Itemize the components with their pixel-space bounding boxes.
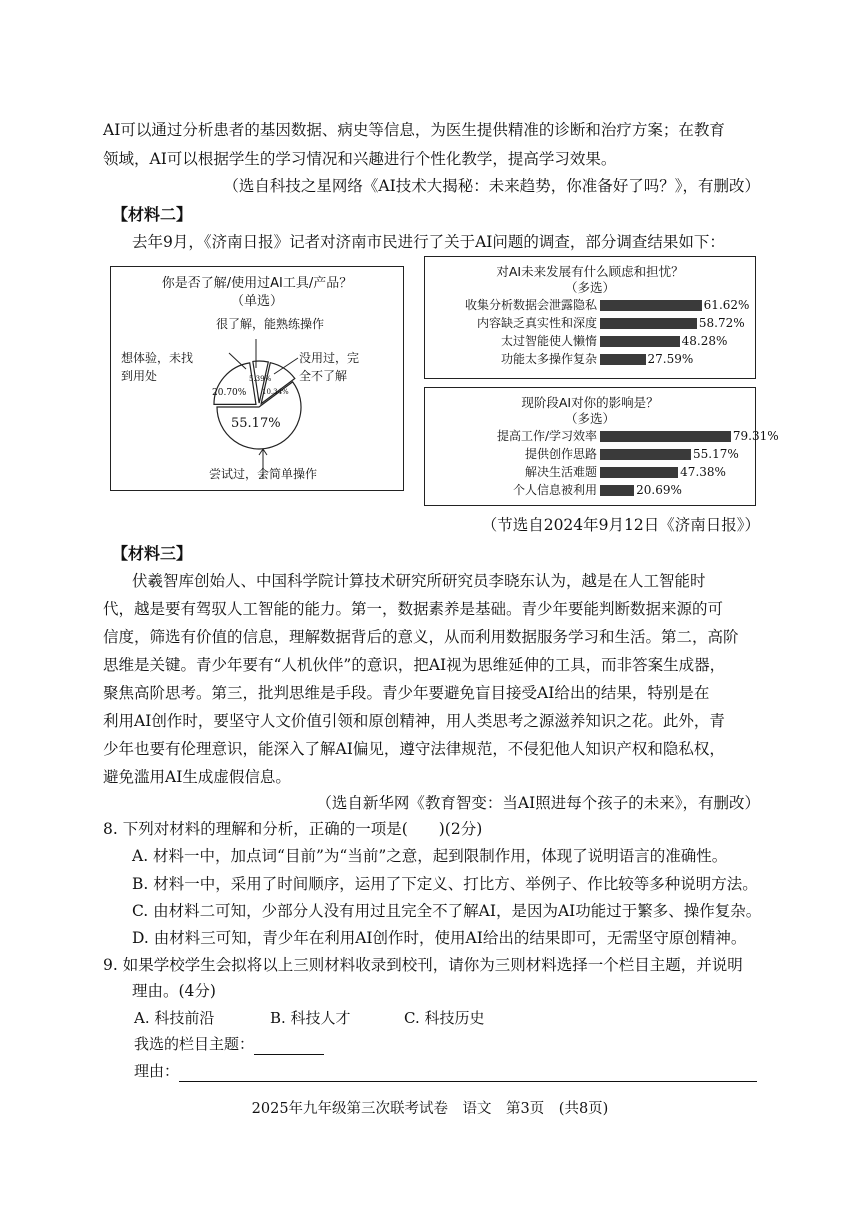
bar <box>600 336 680 347</box>
bar-category-label: 收集分析数据会泄露隐私 <box>464 298 597 312</box>
material3-text-line: 思维是关键。青少年要有“人机伙伴”的意识，把AI视为思维延伸的工具，而非答案生成器， <box>103 656 726 674</box>
concerns-bars <box>425 297 755 377</box>
question-8-option-b: B. 材料一中，采用了时间顺序，运用了下定义、打比方、举例子、作比较等多种说明方法。 <box>132 875 758 893</box>
impact-bar-chart-box <box>424 387 779 506</box>
bar <box>600 318 697 329</box>
question-8-stem: 8. 下列对材料的理解和分析，正确的一项是( )(2分) <box>103 820 483 838</box>
bar-category-label: 个人信息被利用 <box>512 483 597 497</box>
concerns-chart-subtitle: （多选） <box>564 280 615 295</box>
bar-row <box>425 297 755 313</box>
pie-value-skilled: 5.39% <box>249 375 272 383</box>
impact-chart-subtitle: （多选） <box>564 411 615 426</box>
pie-chart-title: 你是否了解/使用过AI工具/产品？ <box>161 276 353 291</box>
bar <box>600 354 646 365</box>
reason-row <box>134 1060 757 1082</box>
material2-source: （节选自2024年9月12日《济南日报》） <box>481 516 760 534</box>
bar-row <box>425 351 755 367</box>
chosen-topic-row <box>134 1033 324 1055</box>
material1-text-line: 领域，AI可以根据学生的学习情况和兴趣进行个性化教学，提高学习效果。 <box>103 150 617 168</box>
pie-label-tried: 尝试过，会简单操作 <box>208 467 317 481</box>
material2-intro: 去年9月，《济南日报》记者对济南市民进行了关于AI问题的调查，部分调查结果如下： <box>132 233 725 251</box>
question-9-option-a: A. 科技前沿 <box>134 1009 215 1027</box>
material3-text-line: 利用AI创作时，要坚守人文价值引领和原创精神，用人类思考之源滋养知识之花。此外，青 <box>103 712 725 730</box>
bar-category-label: 太过智能使人懒惰 <box>500 334 597 348</box>
pie-value-want-to-try: 20.70% <box>212 388 247 398</box>
bar-category-label: 提供创作思路 <box>524 447 597 461</box>
pie-label-want-to-try: 想体验，未找到用处 <box>121 351 194 383</box>
pie-chart-subtitle: （单选） <box>230 294 283 309</box>
bar-row <box>425 464 755 480</box>
bar <box>600 485 634 496</box>
material3-text-line: 信度，筛选有价值的信息，理解数据背后的意义，从而利用数据服务学习和生活。第二，高阶 <box>103 628 739 646</box>
bar-category-label: 功能太多操作复杂 <box>500 352 597 366</box>
page-footer: 2025年九年级第三次联考试卷 语文 第3页 (共8页) <box>251 1101 609 1117</box>
bar-row <box>425 315 755 331</box>
material3-text-line: 聚焦高阶思考。第三，批判思维是手段。青少年要避免盲目接受AI给出的结果，特别是在 <box>103 684 710 702</box>
material2-heading: 【材料二】 <box>112 205 193 224</box>
pie-label-skilled: 很了解，能熟练操作 <box>216 317 325 331</box>
material3-text-line: 代，越是要有驾驭人工智能的能力。第一，数据素养是基础。青少年要能判断数据来源的可 <box>103 600 724 618</box>
bar-value-label: 55.17% <box>693 447 739 461</box>
question-9-stem: 9. 如果学校学生会拟将以上三则材料收录到校刊，请你为三则材料选择一个栏目主题，并说明 <box>103 956 743 974</box>
bar-value-label: 27.59% <box>647 352 694 366</box>
bar <box>600 300 702 311</box>
chosen-topic-label: 我选的栏目主题： <box>134 1035 255 1053</box>
question-9-option-b: B. 科技人才 <box>270 1009 351 1027</box>
material3-source: （选自新华网《教育智变：当AI照进每个孩子的未来》，有删改） <box>316 794 760 812</box>
bar-row <box>425 428 779 444</box>
material3-text-line: 伏羲智库创始人、中国科学院计算技术研究所研究员李晓东认为，越是在人工智能时 <box>132 572 706 590</box>
pie-label-never-used: 没用过，完全不了解 <box>299 351 360 383</box>
material1-text-line: AI可以通过分析患者的基因数据、病史等信息，为医生提供精准的诊断和治疗方案；在教育 <box>103 121 725 139</box>
reason-label: 理由： <box>134 1062 180 1080</box>
bar-value-label: 20.69% <box>636 483 682 497</box>
bar <box>600 467 678 478</box>
bar-row <box>425 446 755 462</box>
bar <box>600 431 731 442</box>
material3-heading: 【材料三】 <box>112 544 193 563</box>
material3-text-line: 少年也要有伦理意识，能深入了解AI偏见，遵守法律规范，不侵犯他人知识产权和隐私权， <box>103 740 725 758</box>
question-8-option-a: A. 材料一中，加点词“目前”为“当前”之意，起到限制作用，体现了说明语言的准确性。 <box>132 847 728 865</box>
bar-row <box>425 482 755 498</box>
bar <box>600 449 691 460</box>
material3-text-line: 避免滥用AI生成虚假信息。 <box>103 768 291 786</box>
chosen-topic-answer-blank[interactable] <box>254 1036 324 1055</box>
concerns-chart-title: 对AI未来发展有什么顾虑和担忧？ <box>496 264 684 279</box>
material1-source: （选自科技之星网络《AI技术大揭秘：未来趋势，你准备好了吗？》，有删改） <box>223 177 760 195</box>
question-9-stem-cont: 理由。(4分) <box>132 982 216 1000</box>
pie-chart-box <box>110 266 404 491</box>
impact-bars <box>425 428 779 504</box>
pie-value-tried: 55.17% <box>231 416 281 431</box>
bar-value-label: 79.31% <box>732 429 779 443</box>
bar-value-label: 58.72% <box>698 316 745 330</box>
bar-value-label: 48.28% <box>681 334 728 348</box>
question-8-option-c: C. 由材料二可知，少部分人没有用过且完全不了解AI，是因为AI功能过于繁多、操作复杂。 <box>132 902 762 920</box>
bar-category-label: 提高工作/学习效率 <box>496 429 597 443</box>
bar-value-label: 61.62% <box>703 298 750 312</box>
bar-category-label: 解决生活难题 <box>524 465 597 479</box>
bar-value-label: 47.38% <box>680 465 726 479</box>
bar-category-label: 内容缺乏真实性和深度 <box>476 316 597 330</box>
pie-value-never-used: 10.34% <box>262 388 289 396</box>
question-9-option-c: C. 科技历史 <box>404 1009 485 1027</box>
concerns-bar-chart-box <box>424 256 756 379</box>
bar-row <box>425 333 755 349</box>
reason-answer-blank[interactable] <box>179 1063 757 1082</box>
question-8-option-d: D. 由材料三可知，青少年在利用AI创作时，使用AI给出的结果即可，无需坚守原创精神。 <box>132 929 747 947</box>
impact-chart-title: 现阶段AI对你的影响是？ <box>521 395 659 410</box>
